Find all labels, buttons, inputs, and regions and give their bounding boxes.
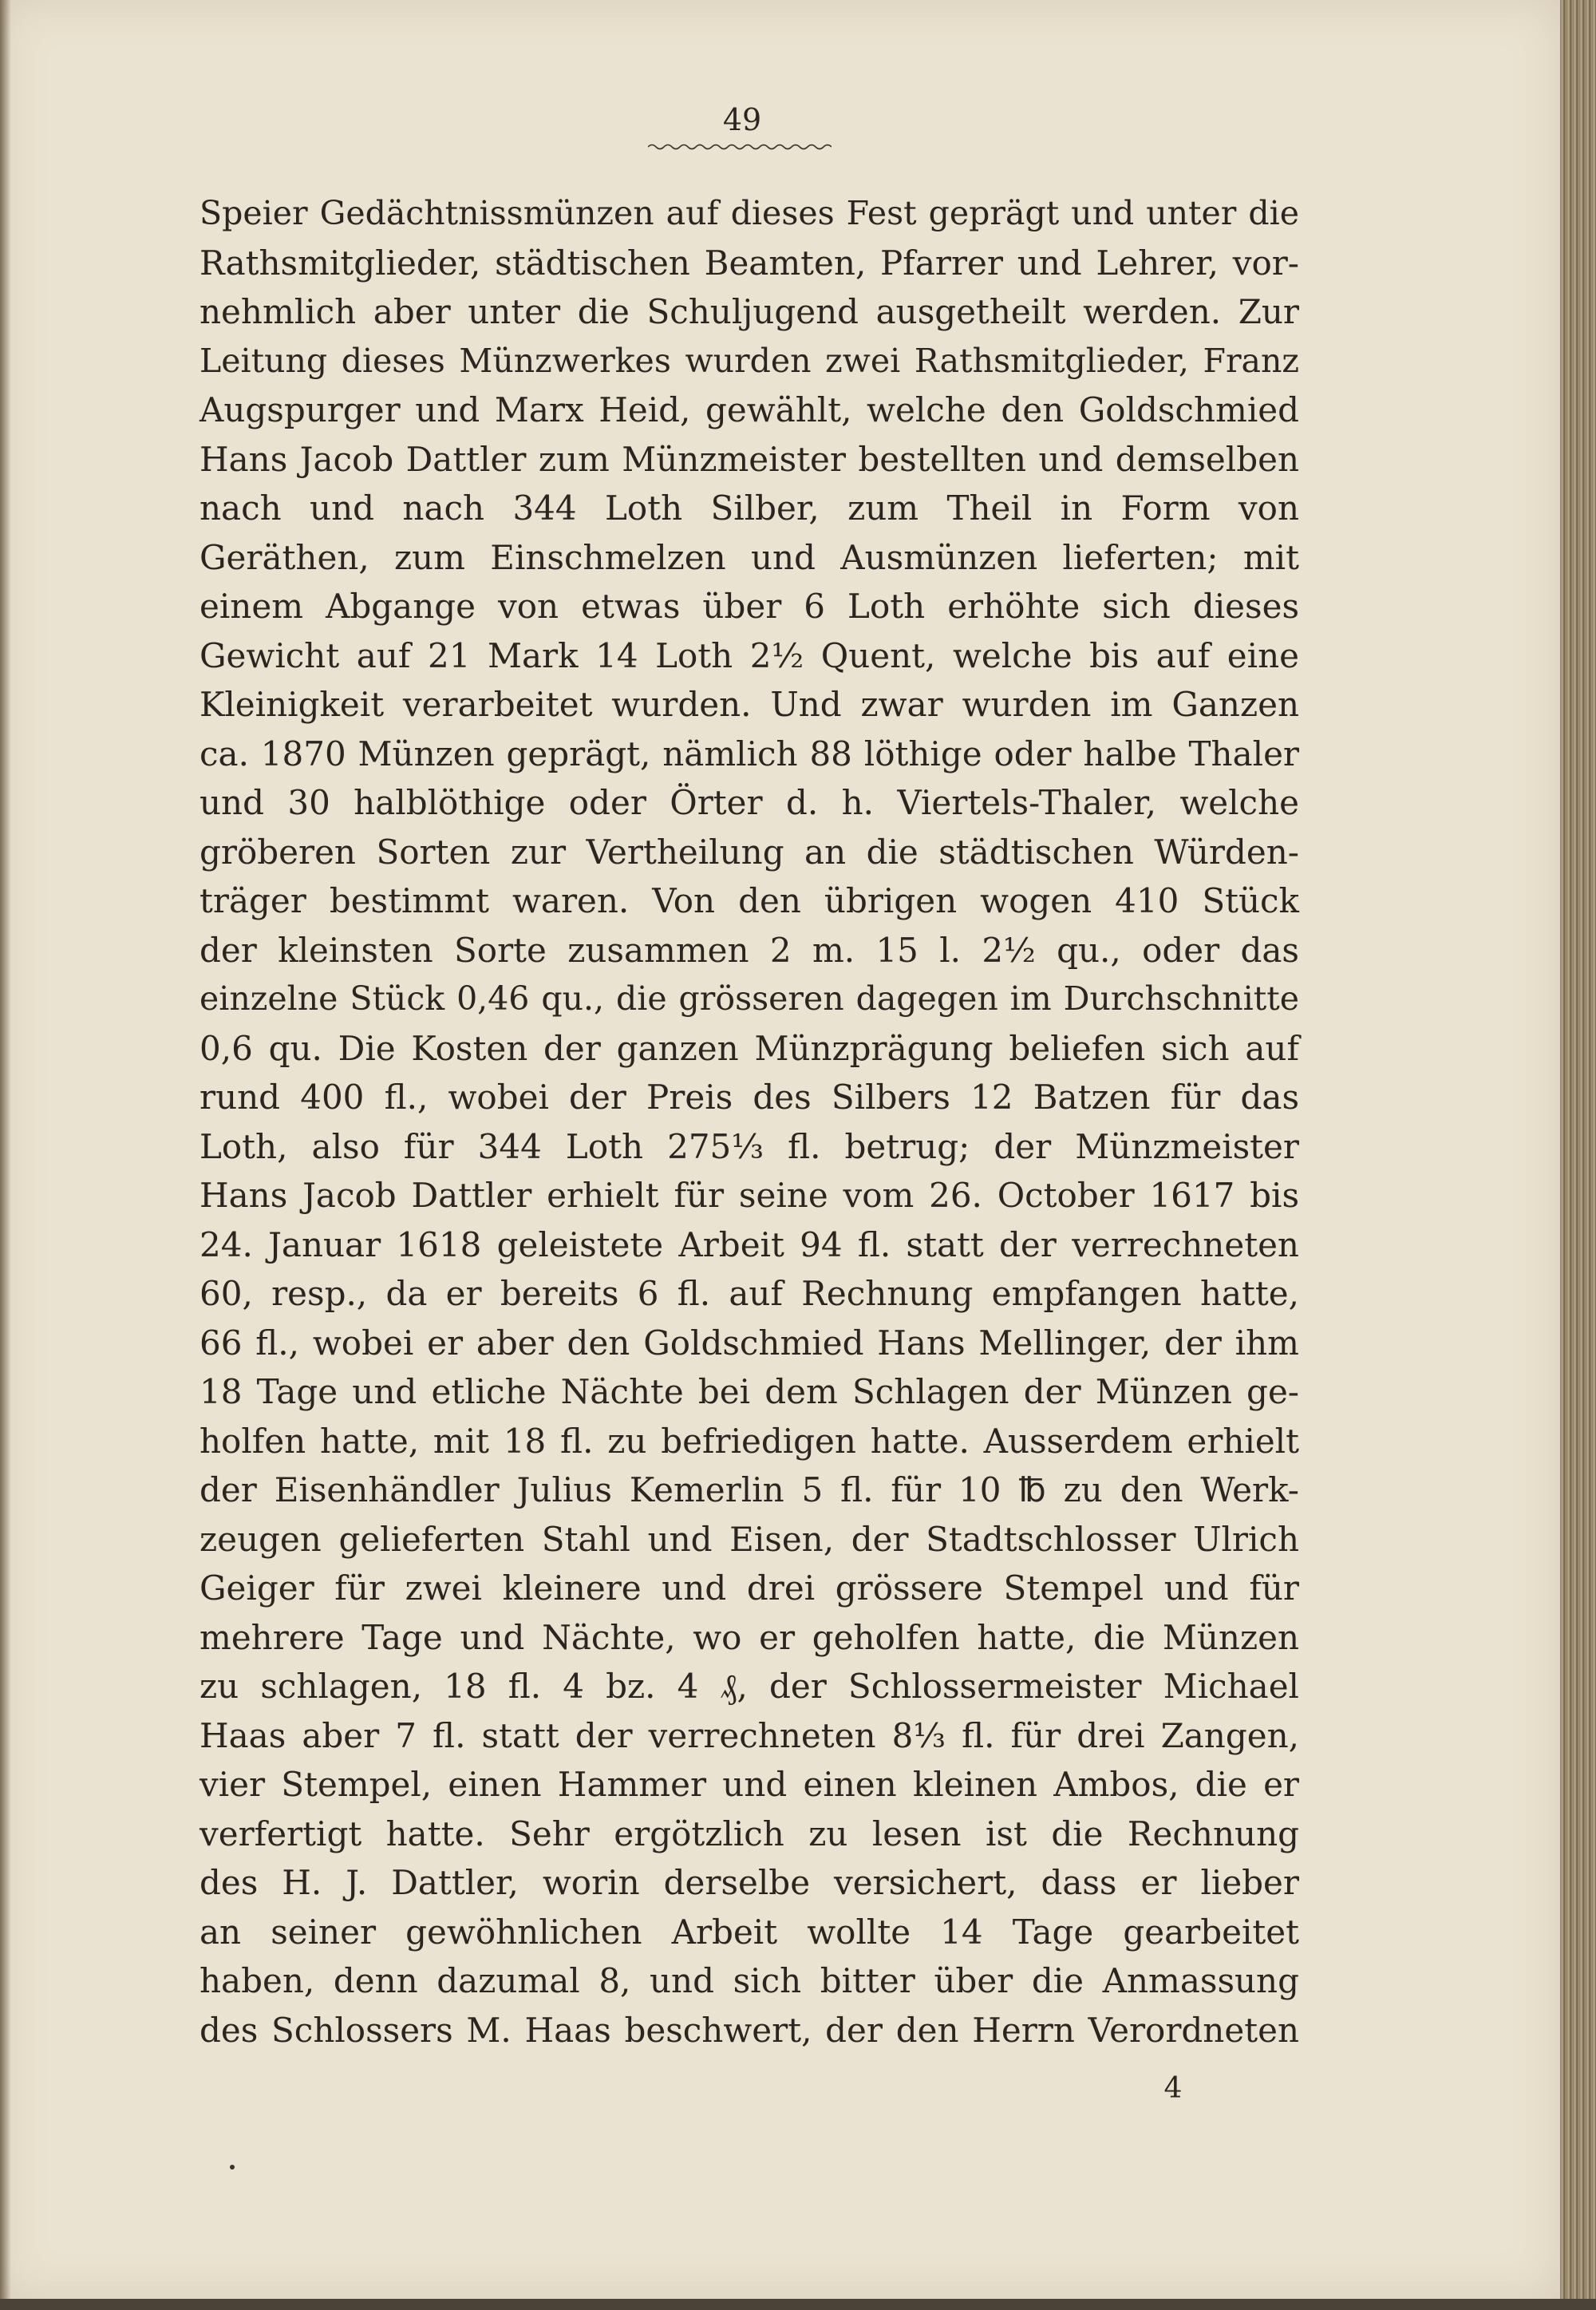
text-line: ca. 1870 Münzen geprägt, nämlich 88 löthige oder halbe Thaler — [200, 734, 1299, 773]
signature-mark: 4 — [1163, 2072, 1183, 2105]
text-line: einem Abgange von etwas über 6 Loth erhöhte sich dieses — [200, 587, 1299, 626]
page-block-edges — [1560, 0, 1596, 2310]
text-line: Speier Gedächtnissmünzen auf dieses Fest geprägt und unter die — [200, 194, 1299, 232]
text-line: Geräthen, zum Einschmelzen und Ausmünzen lieferten; mit — [200, 537, 1299, 577]
text-line: zeugen gelieferten Stahl und Eisen, der Stadtschlosser Ulrich — [200, 1519, 1299, 1559]
body-text — [200, 189, 1299, 2055]
text-line: Haas aber 7 fl. statt der verrechneten 8⅓ fl. für drei Zangen, — [200, 1715, 1299, 1755]
text-line: zu schlagen, 18 fl. 4 bz. 4 ₰, der Schlossermeister Michael — [200, 1667, 1299, 1706]
text-line: Rathsmitglieder, städtischen Beamten, Pfarrer und Lehrer, vor- — [200, 243, 1299, 283]
bottom-edge — [0, 2299, 1596, 2310]
text-line: an seiner gewöhnlichen Arbeit wollte 14 Tage gearbeitet — [200, 1912, 1299, 1952]
text-line: der Eisenhändler Julius Kemerlin 5 fl. für 10 ℔ zu den Werk- — [200, 1470, 1299, 1509]
text-line: mehrere Tage und Nächte, wo er geholfen hatte, die Münzen — [200, 1617, 1299, 1657]
text-line: 0,6 qu. Die Kosten der ganzen Münzprägung beliefen sich auf — [200, 1028, 1299, 1068]
text-line: 24. Januar 1618 geleistete Arbeit 94 fl. statt der verrechneten — [200, 1224, 1299, 1264]
text-line: der kleinsten Sorte zusammen 2 m. 15 l. 2½ qu., oder das — [200, 930, 1299, 970]
text-line: 66 fl., wobei er aber den Goldschmied Hans Mellinger, der ihm — [200, 1323, 1299, 1363]
text-line: verfertigt hatte. Sehr ergötzlich zu lesen ist die Rechnung — [200, 1814, 1299, 1853]
text-line: rund 400 fl., wobei der Preis des Silbers 12 Batzen für das — [200, 1078, 1299, 1117]
text-line: holfen hatte, mit 18 fl. zu befriedigen hatte. Ausserdem erhielt — [200, 1421, 1299, 1461]
text-line: träger bestimmt waren. Von den übrigen wogen 410 Stück — [200, 881, 1299, 920]
text-line: 60, resp., da er bereits 6 fl. auf Rechnung empfangen hatte, — [200, 1274, 1299, 1313]
text-line: Gewicht auf 21 Mark 14 Loth 2½ Quent, welche bis auf eine — [200, 635, 1299, 675]
text-line: Loth, also für 344 Loth 275⅓ fl. betrug; der Münzmeister — [200, 1126, 1299, 1166]
text-line: Leitung dieses Münzwerkes wurden zwei Rathsmitglieder, Franz — [200, 341, 1299, 380]
text-line: Augspurger und Marx Heid, gewählt, welche den Goldschmied — [200, 390, 1299, 429]
text-line: gröberen Sorten zur Vertheilung an die städtischen Würden- — [200, 832, 1299, 872]
gutter-shadow — [0, 0, 11, 2299]
text-line: Hans Jacob Dattler erhielt für seine vom 26. October 1617 bis — [200, 1176, 1299, 1215]
text-line: des H. J. Dattler, worin derselbe versichert, dass er lieber — [200, 1863, 1299, 1902]
text-line: nach und nach 344 Loth Silber, zum Theil in Form von — [200, 489, 1299, 528]
page-number: 49 — [722, 102, 762, 137]
text-line: haben, denn dazumal 8, und sich bitter über die Anmassung — [200, 1961, 1299, 2000]
text-line: 18 Tage und etliche Nächte bei dem Schlagen der Münzen ge- — [200, 1372, 1299, 1411]
text-line: und 30 halblöthige oder Örter d. h. Viertels-Thaler, welche — [200, 783, 1299, 822]
page-number-ornament — [648, 142, 832, 152]
text-line: einzelne Stück 0,46 qu., die grösseren dagegen im Durchschnitte — [200, 979, 1299, 1018]
text-line: nehmlich aber unter die Schuljugend ausgetheilt werden. Zur — [200, 292, 1299, 331]
text-line: Hans Jacob Dattler zum Münzmeister bestellten und demselben — [200, 439, 1299, 479]
text-line: des Schlossers M. Haas beschwert, der den Herrn Verordneten — [200, 2010, 1299, 2050]
paper-speck — [230, 2165, 235, 2170]
text-line: vier Stempel, einen Hammer und einen kleinen Ambos, die er — [200, 1765, 1299, 1804]
text-line: Geiger für zwei kleinere und drei grössere Stempel und für — [200, 1568, 1299, 1608]
text-line: Kleinigkeit verarbeitet wurden. Und zwar wurden im Ganzen — [200, 685, 1299, 724]
